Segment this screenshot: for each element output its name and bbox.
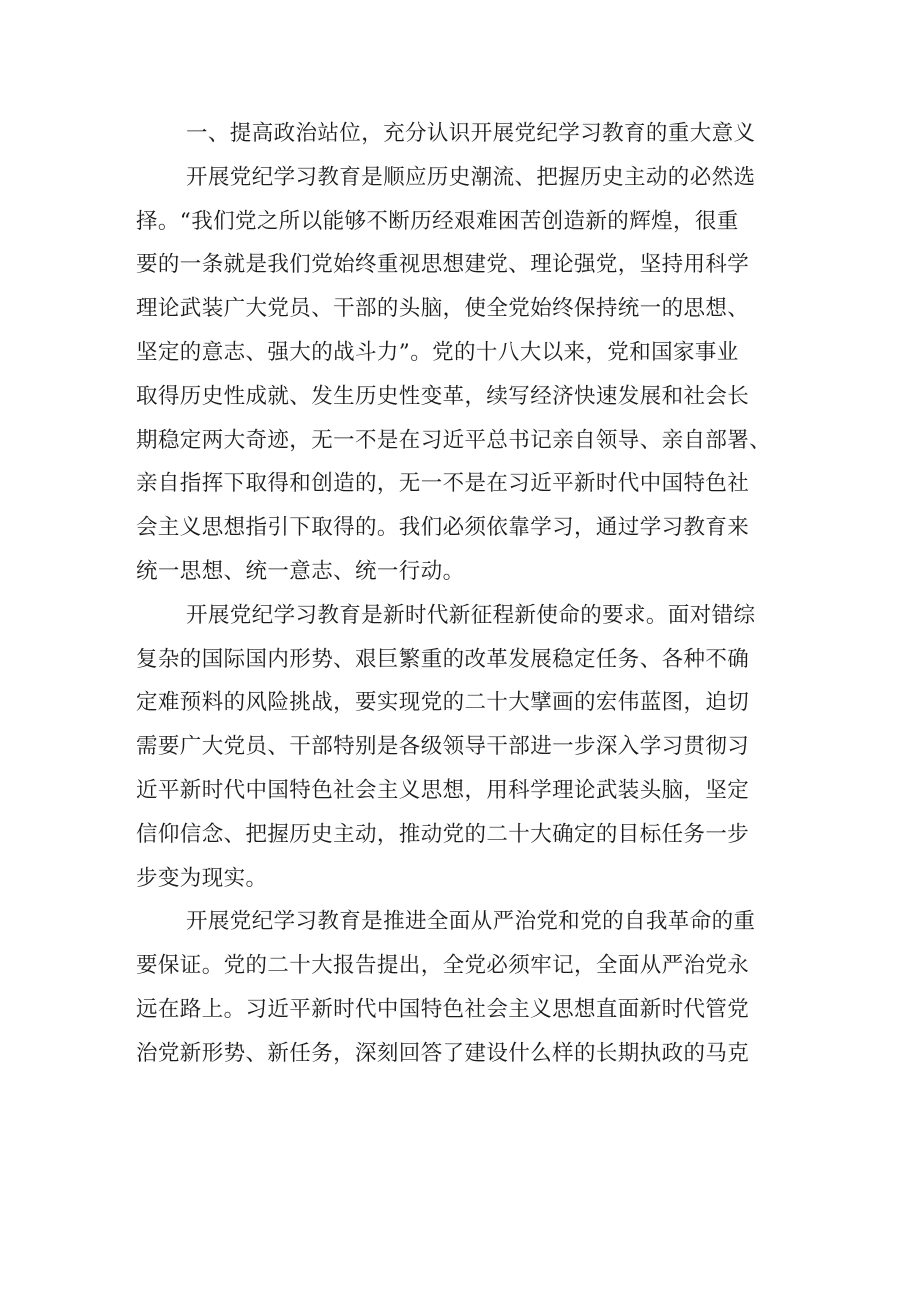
paragraph-line: 择。“我们党之所以能够不断历经艰难困苦创造新的辉煌，很重	[136, 208, 739, 234]
paragraph-3	[136, 900, 788, 1075]
paragraph-line: 理论武装广大党员、干部的头脑，使全党始终保持统一的思想、	[136, 296, 750, 322]
paragraph-line: 要保证。党的二十大报告提出，全党必须牢记，全面从严治党永	[136, 953, 750, 979]
paragraph-line: 坚定的意志、强大的战斗力”。党的十八大以来，党和国家事业	[136, 339, 739, 365]
paragraph-line: 信仰信念、把握历史主动，推动党的二十大确定的目标任务一步	[136, 821, 750, 847]
document-body	[136, 112, 788, 1076]
paragraph-line: 期稳定两大奇迹，无一不是在习近平总书记亲自领导、亲自部署、	[136, 427, 772, 453]
paragraph-line: 复杂的国际国内形势、艰巨繁重的改革发展稳定任务、各种不确	[136, 646, 750, 672]
section-heading: 一、提高政治站位，充分认识开展党纪学习教育的重大意义	[186, 121, 756, 146]
paragraph-line: 远在路上。习近平新时代中国特色社会主义思想直面新时代管党	[136, 996, 750, 1022]
paragraph-line: 近平新时代中国特色社会主义思想，用科学理论武装头脑，坚定	[136, 777, 750, 803]
paragraph-line: 开展党纪学习教育是新时代新征程新使命的要求。面对错综	[186, 602, 756, 628]
paragraph-line: 治党新形势、新任务，深刻回答了建设什么样的长期执政的马克	[136, 1040, 750, 1066]
paragraph-line: 步变为现实。	[136, 865, 268, 891]
paragraph-line: 需要广大党员、干部特别是各级领导干部进一步深入学习贯彻习	[136, 734, 750, 760]
paragraph-line: 取得历史性成就、发生历史性变革，续写经济快速发展和社会长	[136, 383, 750, 409]
paragraph-line: 亲自指挥下取得和创造的，无一不是在习近平新时代中国特色社	[136, 471, 750, 497]
paragraph-line: 开展党纪学习教育是推进全面从严治党和党的自我革命的重	[186, 909, 756, 935]
paragraph-line: 统一思想、统一意志、统一行动。	[136, 558, 465, 584]
paragraph-1	[136, 156, 788, 594]
paragraph-line: 要的一条就是我们党始终重视思想建党、理论强党，坚持用科学	[136, 252, 750, 278]
paragraph-2	[136, 594, 788, 901]
paragraph-line: 开展党纪学习教育是顺应历史潮流、把握历史主动的必然选	[186, 164, 756, 190]
paragraph-line: 会主义思想指引下取得的。我们必须依靠学习，通过学习教育来	[136, 515, 750, 541]
paragraph-line: 定难预料的风险挑战，要实现党的二十大擘画的宏伟蓝图，迫切	[136, 690, 750, 716]
